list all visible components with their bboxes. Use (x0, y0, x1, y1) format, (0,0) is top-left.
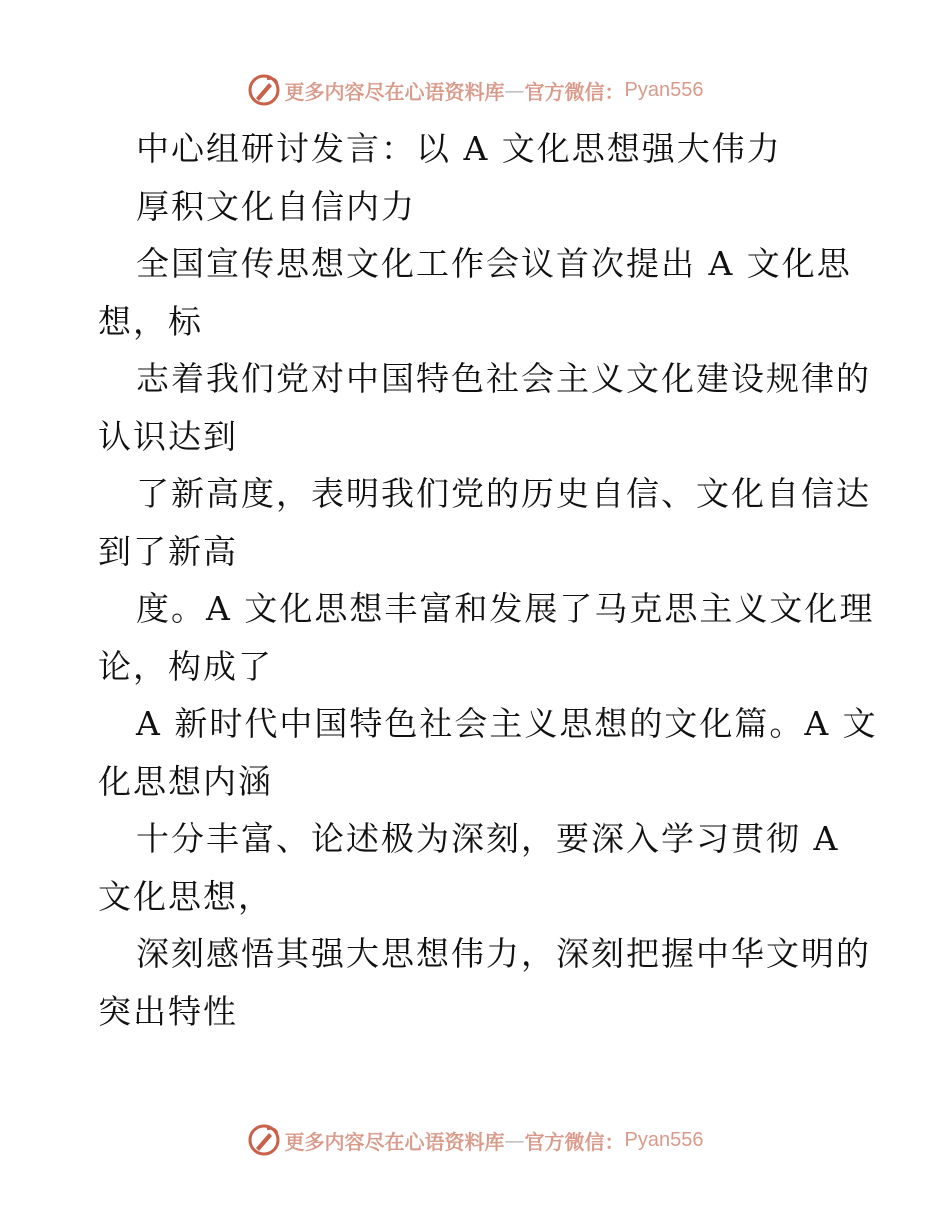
text-line: 十分丰富、论述极为深刻，要深入学习贯彻 A (136, 819, 840, 858)
header-banner (0, 70, 950, 110)
text-line: 中心组研讨发言：以 A 文化思想强大伟力 (136, 129, 782, 168)
banner-separator: — (504, 1128, 525, 1152)
text-line: 论，构成了 (98, 646, 273, 686)
text-line: 厚积文化自信内力 (136, 186, 416, 226)
text-line: 想，标 (98, 301, 203, 341)
text-line: 突出特性 (98, 991, 238, 1031)
banner-wechat-label: 官方微信： (524, 79, 625, 104)
text-line: 志着我们党对中国特色社会主义文化建设规律的 (136, 359, 871, 398)
document-body (98, 120, 878, 1040)
banner-separator: — (504, 78, 525, 102)
banner-main-text: 更多内容尽在心语资料库 (284, 79, 505, 104)
footer-banner (0, 1120, 950, 1160)
text-line: 深刻感悟其强大思想伟力，深刻把握中华文明的 (136, 934, 871, 973)
banner-wechat-id: Pyan556 (624, 78, 704, 101)
text-line: 度。A 文化思想丰富和发展了马克思主义文化理 (136, 589, 875, 628)
pen-logo-icon (247, 1123, 281, 1157)
text-line: 全国宣传思想文化工作会议首次提出 A 文化思 (136, 244, 852, 283)
text-line: 了新高度，表明我们党的历史自信、文化自信达 (136, 474, 871, 513)
text-line: 认识达到 (98, 416, 238, 456)
text-line: 文化思想， (98, 876, 273, 916)
banner-wechat-label: 官方微信： (524, 1129, 625, 1154)
banner-wechat-id: Pyan556 (624, 1128, 704, 1151)
text-line: 化思想内涵 (98, 761, 273, 801)
pen-logo-icon (247, 73, 281, 107)
text-line: A 新时代中国特色社会主义思想的文化篇。A 文 (136, 704, 878, 743)
banner-main-text: 更多内容尽在心语资料库 (284, 1129, 505, 1154)
text-line: 到了新高 (98, 531, 238, 571)
